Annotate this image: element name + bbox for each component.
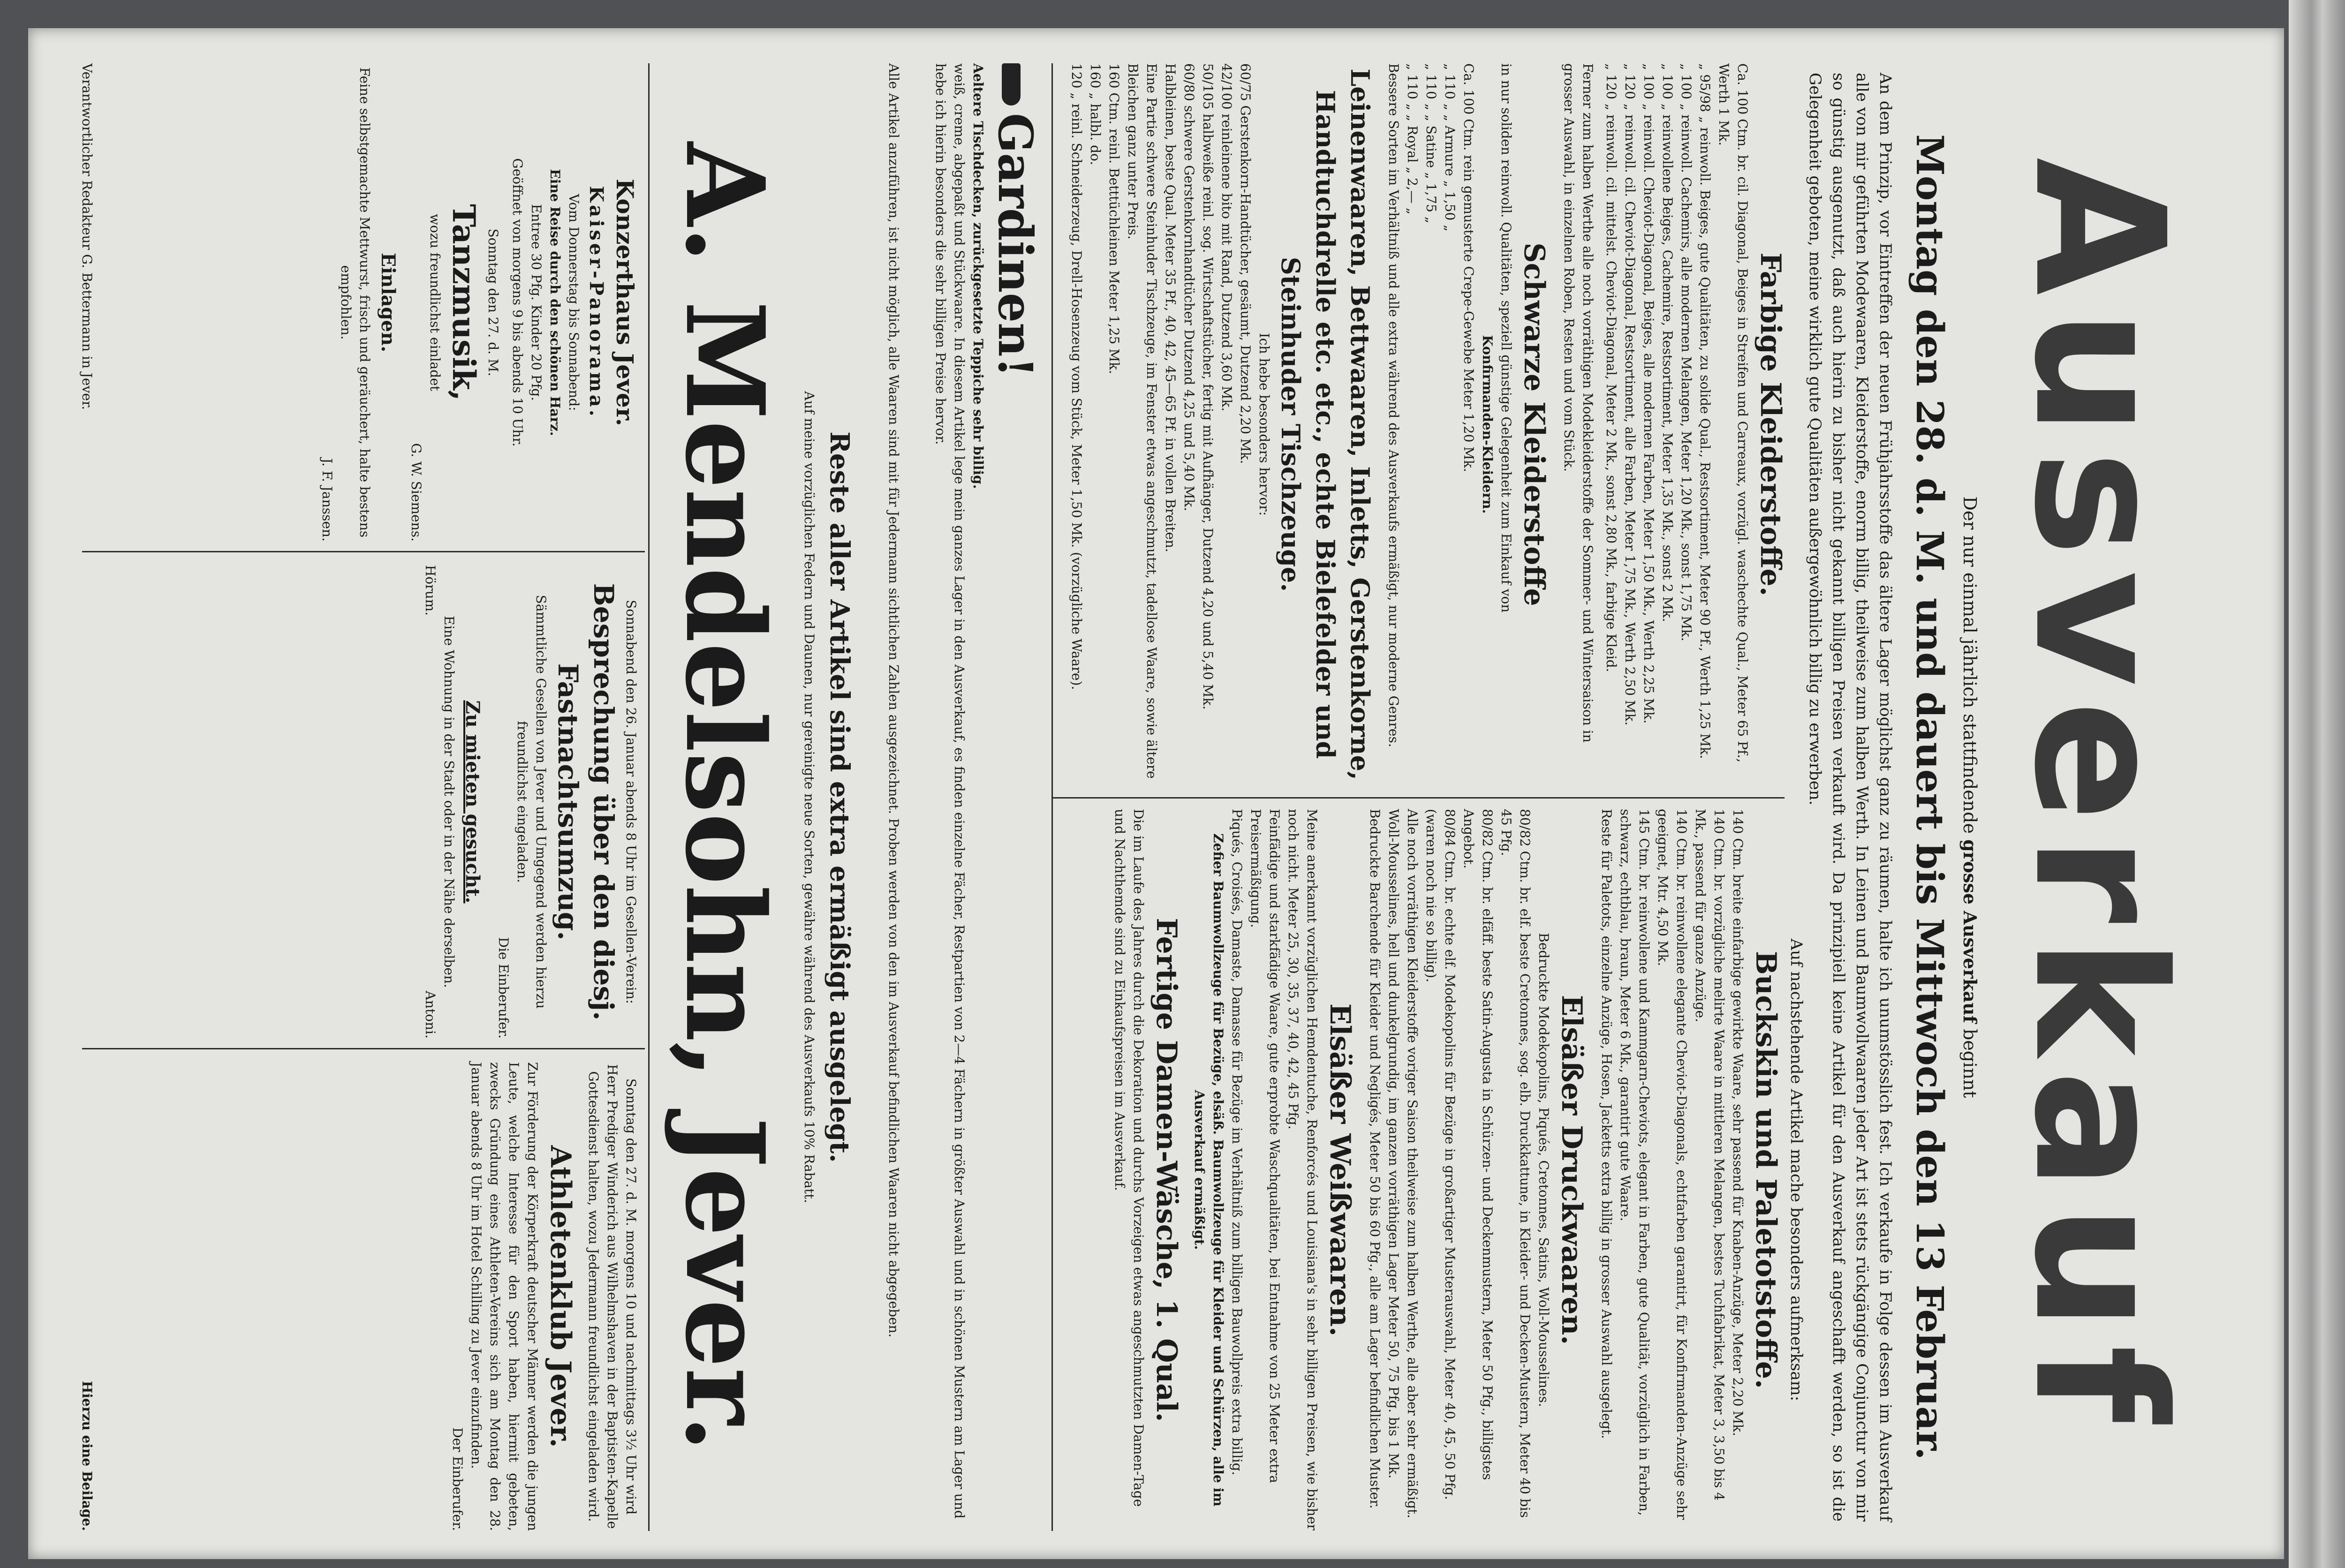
- paragraph-damen-waesche: Die im Laufe des Jahres durch die Dekoration und durchs Vorzeigen etwas angeschmutzten Damen-Tage und Nachthemde sind zu Einkaufspreisen im Ausverkauf.: [1112, 809, 1146, 1507]
- ad-gesellen-date: Sonnabend den 26. Januar abends 8 Uhr im Gesellen-Verein:: [623, 600, 639, 1004]
- ad-tanz-name: G. W. Siemens.: [408, 443, 424, 542]
- price-line: „ 110 „ „ Satine „ 1,75 „: [1423, 63, 1439, 224]
- heading-farbige-kleiderstoffe: Farbige Kleiderstoffe.: [1754, 252, 1787, 596]
- price-line: Halbleinen, beste Qual. Meter 35 Pf., 40, 42, 45—65 Pf. in vollen Breiten.: [1163, 63, 1178, 552]
- ad-panorama-bold: Eine Reise durch den schönen Harz.: [547, 169, 563, 436]
- ad-mieten-name: Antoni.: [423, 990, 438, 1039]
- price-line: „ 120 „ reinwoll. cil. Cheviot-Diagonal, Restsortiment, alle Farben, Meter 1,75 Mk., Werth 2,50 Mk.: [1622, 63, 1638, 726]
- right-column: [1110, 809, 1785, 1531]
- price-line: 140 Ctm. br. reinwollene elegante Cheviot-Diagonals, echtfarben garantirt, für Konfirmanden-Anzüge sehr geeignet, Mtr. 4,50 Mk.: [1655, 809, 1689, 1520]
- price-line: 145 Ctm. br. reinwollene und Kammgarn-Cheviots, elegant in Farben, gute Qualität, vorzüglich in Farben, schwarz, echtblau, braun, Meter 6 Mk., garantirt gute Waare.: [1618, 809, 1652, 1516]
- intro-end: beginnt: [1959, 1029, 1980, 1098]
- price-line: Alle noch vorräthigen Kleiderstoffe voriger Saison theilweise zum halben Werthe, alle aber sehr ermäßigt. Woll-Mousselines, hell und dunkelgrundig, im ganzen vorräthigen Lager Meter 50, 75 Pfg. bis 1 Mk. Bedruckte Barchende für Kleider und Negligés, Meter 50 bis 60 Pfg., alle am Lager befindlichen Muster.: [1367, 809, 1420, 1519]
- ad-mieten-text: Eine Wohnung in der Stadt oder in der Nähe derselben.: [441, 616, 457, 988]
- footer-beilage: Hierzu eine Beilage.: [79, 1380, 95, 1531]
- rotated-page: [63, 45, 2282, 1550]
- paragraph-bessere-sorten: Bessere Sorten im Verhältniß und alle extra während des Ausverkaufs ermäßigt, nur moderne Genres.: [1386, 63, 1401, 747]
- closing-federn: Auf meine vorzüglichen Federn und Daunen, nur gereinigte neue Sorten, gewähre während des Ausverkaufs 10% Rabatt.: [802, 391, 817, 1203]
- price-line: „ 100 „ reinwollene Beiges, Cachemire, Restsortiment, Meter 1,35 Mk., sonst 2 Mk.: [1660, 63, 1675, 622]
- intro-line: [1958, 45, 1982, 1550]
- newspaper-page: [28, 28, 2284, 1559]
- price-list-farbige: [1602, 63, 1752, 785]
- ad-einlagen-title: Einlagen.: [377, 252, 399, 353]
- price-line: 60/75 Gerstenkorn-Handtücher, gesäumt, Dutzend 2,20 Mk.: [1238, 63, 1253, 464]
- price-line: 140 Ctm. breite einfarbige gewirkte Waare, sehr passend für Knaben-Anzüge, Meter 2,20 Mk.: [1730, 809, 1746, 1436]
- price-line: 120 „ reinl. Schneiderzeug, Drell-Hosenzeug vom Stück, Meter 1,50 Mk. (vorzügliche Waare).: [1069, 63, 1084, 690]
- price-line: 160 Ctm. reinl. Betttüchleinen Meter 1,25 Mk.: [1106, 63, 1122, 374]
- signature-mendelsohn: A. Mendelsohn, Jever.: [661, 142, 788, 1453]
- price-list-schwarze: [1403, 63, 1478, 785]
- sub-hervorheben: Ich hebe besonders hervor:: [1256, 332, 1272, 516]
- column-divider: [1053, 797, 1785, 799]
- heading-damen-waesche: Fertige Damen-Wäsche, 1. Qual.: [1150, 918, 1183, 1422]
- intro-paragraph: An dem Prinzip, vor Eintreffen der neuen Frühjahrsstoffe das ältere Lager möglichst ganz zu räumen, halte ich unumstösslich fest. Ich verkaufe in Folge dessen im Ausverkauf alle von mir geführten Modewaaren, Kleiderstoffe, enorm billig, theilweise zum halben Werth. In Leinen und Baumwollwaaren jeder Art ist stets rückgängige Conjunctur von mir so günstig ausgenutzt, daß auch hierin zu bisher nicht gekannt billigen Preisen verkauft wird. Da prinzipiell keine Artikel für den Ausverkauf angeschafft werden, so ist die Gelegenheit geboten, meine wirklich gute Qualitäten außergewöhnlich billig zu erwerben.: [1806, 73, 1895, 1522]
- ad-fastnacht-sig: Die Einberufer.: [496, 937, 511, 1039]
- price-line: Reste für Paletots, einzelne Anzüge, Hosen, Jacketts extra billig in grosser Auswahl ausgelegt.: [1599, 809, 1614, 1439]
- price-line: 50/105 halbweiße reinl. sog. Wirtschaftstücher, fertig mit Aufhänger, Dutzend 4,20 und 5,40 Mk.: [1200, 63, 1216, 710]
- intro-bold: grosse Ausverkauf: [1959, 839, 1981, 1023]
- price-line: „ 100 „ reinwoll. Cheviot-Diagonal, Beiges, alle modernen Farben, Meter 1,50 Mk., Werth 2,25 Mk.: [1641, 63, 1657, 724]
- headline-ausverkauf: Ausverkauf: [1995, 157, 2203, 1437]
- ads-divider-2: [82, 1048, 645, 1049]
- ad-mieten-title: Zu mieten gesucht.: [461, 700, 484, 904]
- ad-column-middle: [421, 565, 640, 1039]
- heading-leinenwaaren: Leinenwaaren, Bettwaaren, Inletts, Gerstenkorne, Handtuchdrelle etc. etc., echte Bielefelder und Steinhuder Tischzeuge.: [1276, 68, 1375, 780]
- ad-baptisten-text: Sonntag den 27. d. M. morgens 10 und nachmittags 3½ Uhr wird Herr Prediger Winderich aus Wilhelmshaven in der Baptisten-Kapelle Gottesdienst halten, wozu Jedermann freundlichst eingeladen wird.: [586, 1064, 639, 1529]
- intro-text: Der nur einmal jährlich stattfindende: [1959, 496, 1980, 834]
- ad-athletenklub-text: Zur Förderung der Körperkraft deutscher Männer werden die jungen Leute, welche Interesse für den Sport haben, hiermit gebeten, zwecks Gründung eines Athleten-Vereins sich am Montag den 28. Januar abends 8 Uhr im Hotel Schilling zu Jever einzufinden.: [469, 1062, 540, 1531]
- paragraph-halben-werthe: Ferner zum halben Werthe alle noch vorräthigen Modekleiderstoffe der Sommer- und Wintersaison in grosser Auswahl, in einzelnen Roben, Resten und vom Stück.: [1561, 63, 1596, 743]
- price-line: „ 120 „ reinwoll. cil. mittelst. Cheviot-Diagonal, Meter 2 Mk., sonst 2,80 Mk., farbige Kleid.: [1604, 63, 1619, 672]
- price-line: Ca. 100 Ctm. br. cil. Diagonal, Beiges in Streifen und Carreaux, vorzügl. waschechte Qual., Meter 65 Pf., Werth 1 Mk.: [1716, 63, 1750, 763]
- footer-redakteur: Verantwortlicher Redakteur G. Bettermann in Jever.: [79, 63, 95, 410]
- sub-tischdecken: Aeltere Tischdecken, zurückgesetzte Teppiche sehr billig.: [970, 63, 986, 489]
- price-line: 60/80 schwere Gerstenkornhandtücher Dutzend 4,25 und 5,40 Mk.: [1181, 63, 1197, 512]
- ads-rule: [648, 63, 650, 1531]
- price-line: „ 100 „ reinwoll. Cachemirs, alle modernen Melangen, Meter 1,20 Mk., sonst 1,75 Mk.: [1679, 63, 1694, 641]
- sub-zefier: Zefier Baumwollzeuge für Bezüge, elsäß. Baumwollzeuge für Kleider und Schürzen, alle im Ausverkauf ermäßigt.: [1192, 833, 1226, 1507]
- ad-panorama-text: Vom Donnerstag bis Sonnabend:: [566, 194, 582, 411]
- paragraph-schwarze: in nur soliden reinwoll. Qualitäten, speziell günstige Gelegenheit zum Einkauf von: [1498, 63, 1514, 613]
- ad-panorama-sub: Kaiser-Panorama.: [585, 186, 607, 419]
- price-line: 80/84 Ctm. br. echte elf. Modekopolins für Bezüge in großartiger Musterauswahl, Meter 40, 45, 50 Pfg. (waren noch nie so billig).: [1423, 809, 1458, 1500]
- price-line: „ 95/98 „ reinwoll. Beiges, gute Qualitäten, zu solide Qual., Restsortiment, Meter 90 Pf., Werth 1,25 Mk.: [1697, 63, 1713, 759]
- book-spine: [2289, 0, 2345, 1568]
- ad-column-left: [318, 63, 640, 542]
- paragraph-piques: Piqués, Croisés, Damaste, Damasse für Bezüge im Verhältniß zum billigen Bauwollpreis extra billig.: [1229, 809, 1245, 1476]
- ad-athletenklub-title: Athletenklub Jever.: [544, 1145, 577, 1448]
- page-footer: [77, 63, 96, 1531]
- closing-notice: Alle Artikel anzuführen, ist nicht möglich, alle Waaren sind mit für Jedermann sichtlichen Zahlen ausgezeichnet. Proben werden von den im Ausverkauf befindlichen Waaren nicht abgegeben.: [886, 63, 901, 1338]
- ad-panorama-price: Entree 30 Pfg. Kinder 20 Pfg.: [529, 204, 544, 401]
- ad-einlagen-text: Feine selbstgemachte Mettwurst, frisch und geräuchert, halte bestens empfohlen.: [338, 67, 372, 538]
- ad-konzerthaus-title: Konzerthaus Jever.: [611, 179, 639, 426]
- closing-reste: Reste aller Artikel sind extra ermäßigt ausgelegt.: [824, 431, 855, 1163]
- ad-athletenklub-sig: Der Einberufer.: [450, 1427, 465, 1531]
- price-line: 42/100 reinleinene bito mit Rand, Dutzend 3,60 Mk.: [1219, 63, 1234, 412]
- ad-fastnacht-text: Sämmtliche Gesellen von Jever und Umgegend werden hierzu freundlichst eingeladen.: [514, 595, 549, 1009]
- price-line: 80/82 Ctm. br. elf. beste Cretonnes, sog. elb. Druckkattune, in Kleider- und Decken-Mustern, Meter 40 bis 45 Pfg.: [1498, 809, 1533, 1518]
- ad-mieten-place: Hörum.: [423, 565, 438, 616]
- ad-fastnacht-title: Besprechung über den diesj. Fastnachtsumzug.: [552, 583, 620, 1021]
- ad-tanzmusik-title: Tanzmusik,: [446, 204, 482, 401]
- heading-gardinen: Gardinen!: [987, 63, 1044, 1531]
- price-list-druckwaaren: [1365, 809, 1534, 1531]
- gardinen-rule: [1051, 63, 1053, 1531]
- paragraph-weisswaaren: Meine anerkannt vorzüglichen Hemdentuche, Renforcés und Louisiana's in sehr billigen Preisen, wie bisher noch nicht. Meter 25, 30, 35, 37, 40, 42, 45 Pfg.: [1286, 809, 1320, 1530]
- page-content: [63, 45, 2282, 1550]
- price-line: 140 Ctm. br. vorzügliche melirte Waare in mittleren Melangen, bestes Tuchfabrikat, Meter 3, 3,50 bis 4 Mk., passend für ganze Anzüge.: [1693, 809, 1727, 1501]
- heading-weisswaaren: Elsäßer Weißwaaren.: [1324, 1003, 1356, 1337]
- ad-tanz-text: wozu freundlichst einladet: [427, 214, 443, 391]
- price-line: 160 „ halbl. do.: [1088, 63, 1103, 166]
- ad-einlagen-name: J. F. Janssen.: [319, 458, 335, 542]
- gardinen-section: [931, 63, 1044, 1531]
- paragraph-gardinen: weiß, creme, abgepaßt und Stückwaare. In diesem Artikel lege mein ganzes Lager in den Ausverkauf, es finden einzelne Fächer, Restpartien von 2—4 Fächern in größter Auswahl und in schönen Mustern am Lager und hebe ich hierin besonders die sehr billigen Preise hervor.: [933, 63, 967, 1519]
- heading-buckskin: Buckskin und Paletotstoffe.: [1749, 951, 1782, 1389]
- ads-divider-1: [82, 551, 645, 552]
- price-line: Ca. 100 Ctm. rein gemusterte Crepe-Gewebe Meter 1,20 Mk.: [1461, 63, 1476, 472]
- paragraph-feinfaedige: Feinfädige und starkfädige Waare, gute erprobte Waschqualitäten, bei Entnahme von 25 Meter extra Preisermäßigung.: [1248, 809, 1282, 1483]
- sub-konfirmanden: Konfirmanden-Kleidern.: [1480, 335, 1495, 514]
- price-list-buckskin: [1597, 809, 1747, 1531]
- heading-druckwaaren: Elsäßer Druckwaaren.: [1555, 995, 1588, 1345]
- price-line: Eine Partie schwere Steinhuder Tischzeuge, im Fenster etwas angeschmutzt, tadellose Waare, sowie ältere Bleichen ganz unter Preis.: [1125, 63, 1159, 779]
- heading-schwarze-kleiderstoffe: Schwarze Kleiderstoffe: [1518, 242, 1551, 606]
- left-column: [1067, 63, 1789, 785]
- dates-line: Montag den 28. d. M. und dauert bis Mittwoch den 13 Februar.: [1908, 134, 1952, 1460]
- pointing-hand-icon: [1002, 63, 1021, 106]
- price-line: 80/82 Ctm. br. elfäff. beste Satin-Augusta in Schürzen- und Deckenmustern, Meter 50 Pfg., billigstes Angebot.: [1461, 809, 1495, 1480]
- ad-mieten-footer: [421, 565, 439, 1039]
- attention-note: Auf nachstehende Artikel mache besonders aufmerksam:: [1787, 938, 1806, 1402]
- price-line: „ 110 „ „ Royal „ 2,— „: [1405, 63, 1420, 215]
- ad-column-right: [448, 1062, 640, 1531]
- ad-tanz-date: Sonntag den 27. d. M.: [485, 228, 501, 377]
- ad-panorama-hours: Geöffnet von morgens 9 bis abends 10 Uhr.: [510, 158, 525, 447]
- price-list-leinen: [1067, 63, 1255, 785]
- price-line: „ 110 „ „ Armure „ 1,50 „: [1442, 63, 1458, 232]
- sub-druckwaaren: Bedruckte Modekopolins, Piqués, Cretonnes, Satins, Woll-Mousselines.: [1536, 933, 1551, 1407]
